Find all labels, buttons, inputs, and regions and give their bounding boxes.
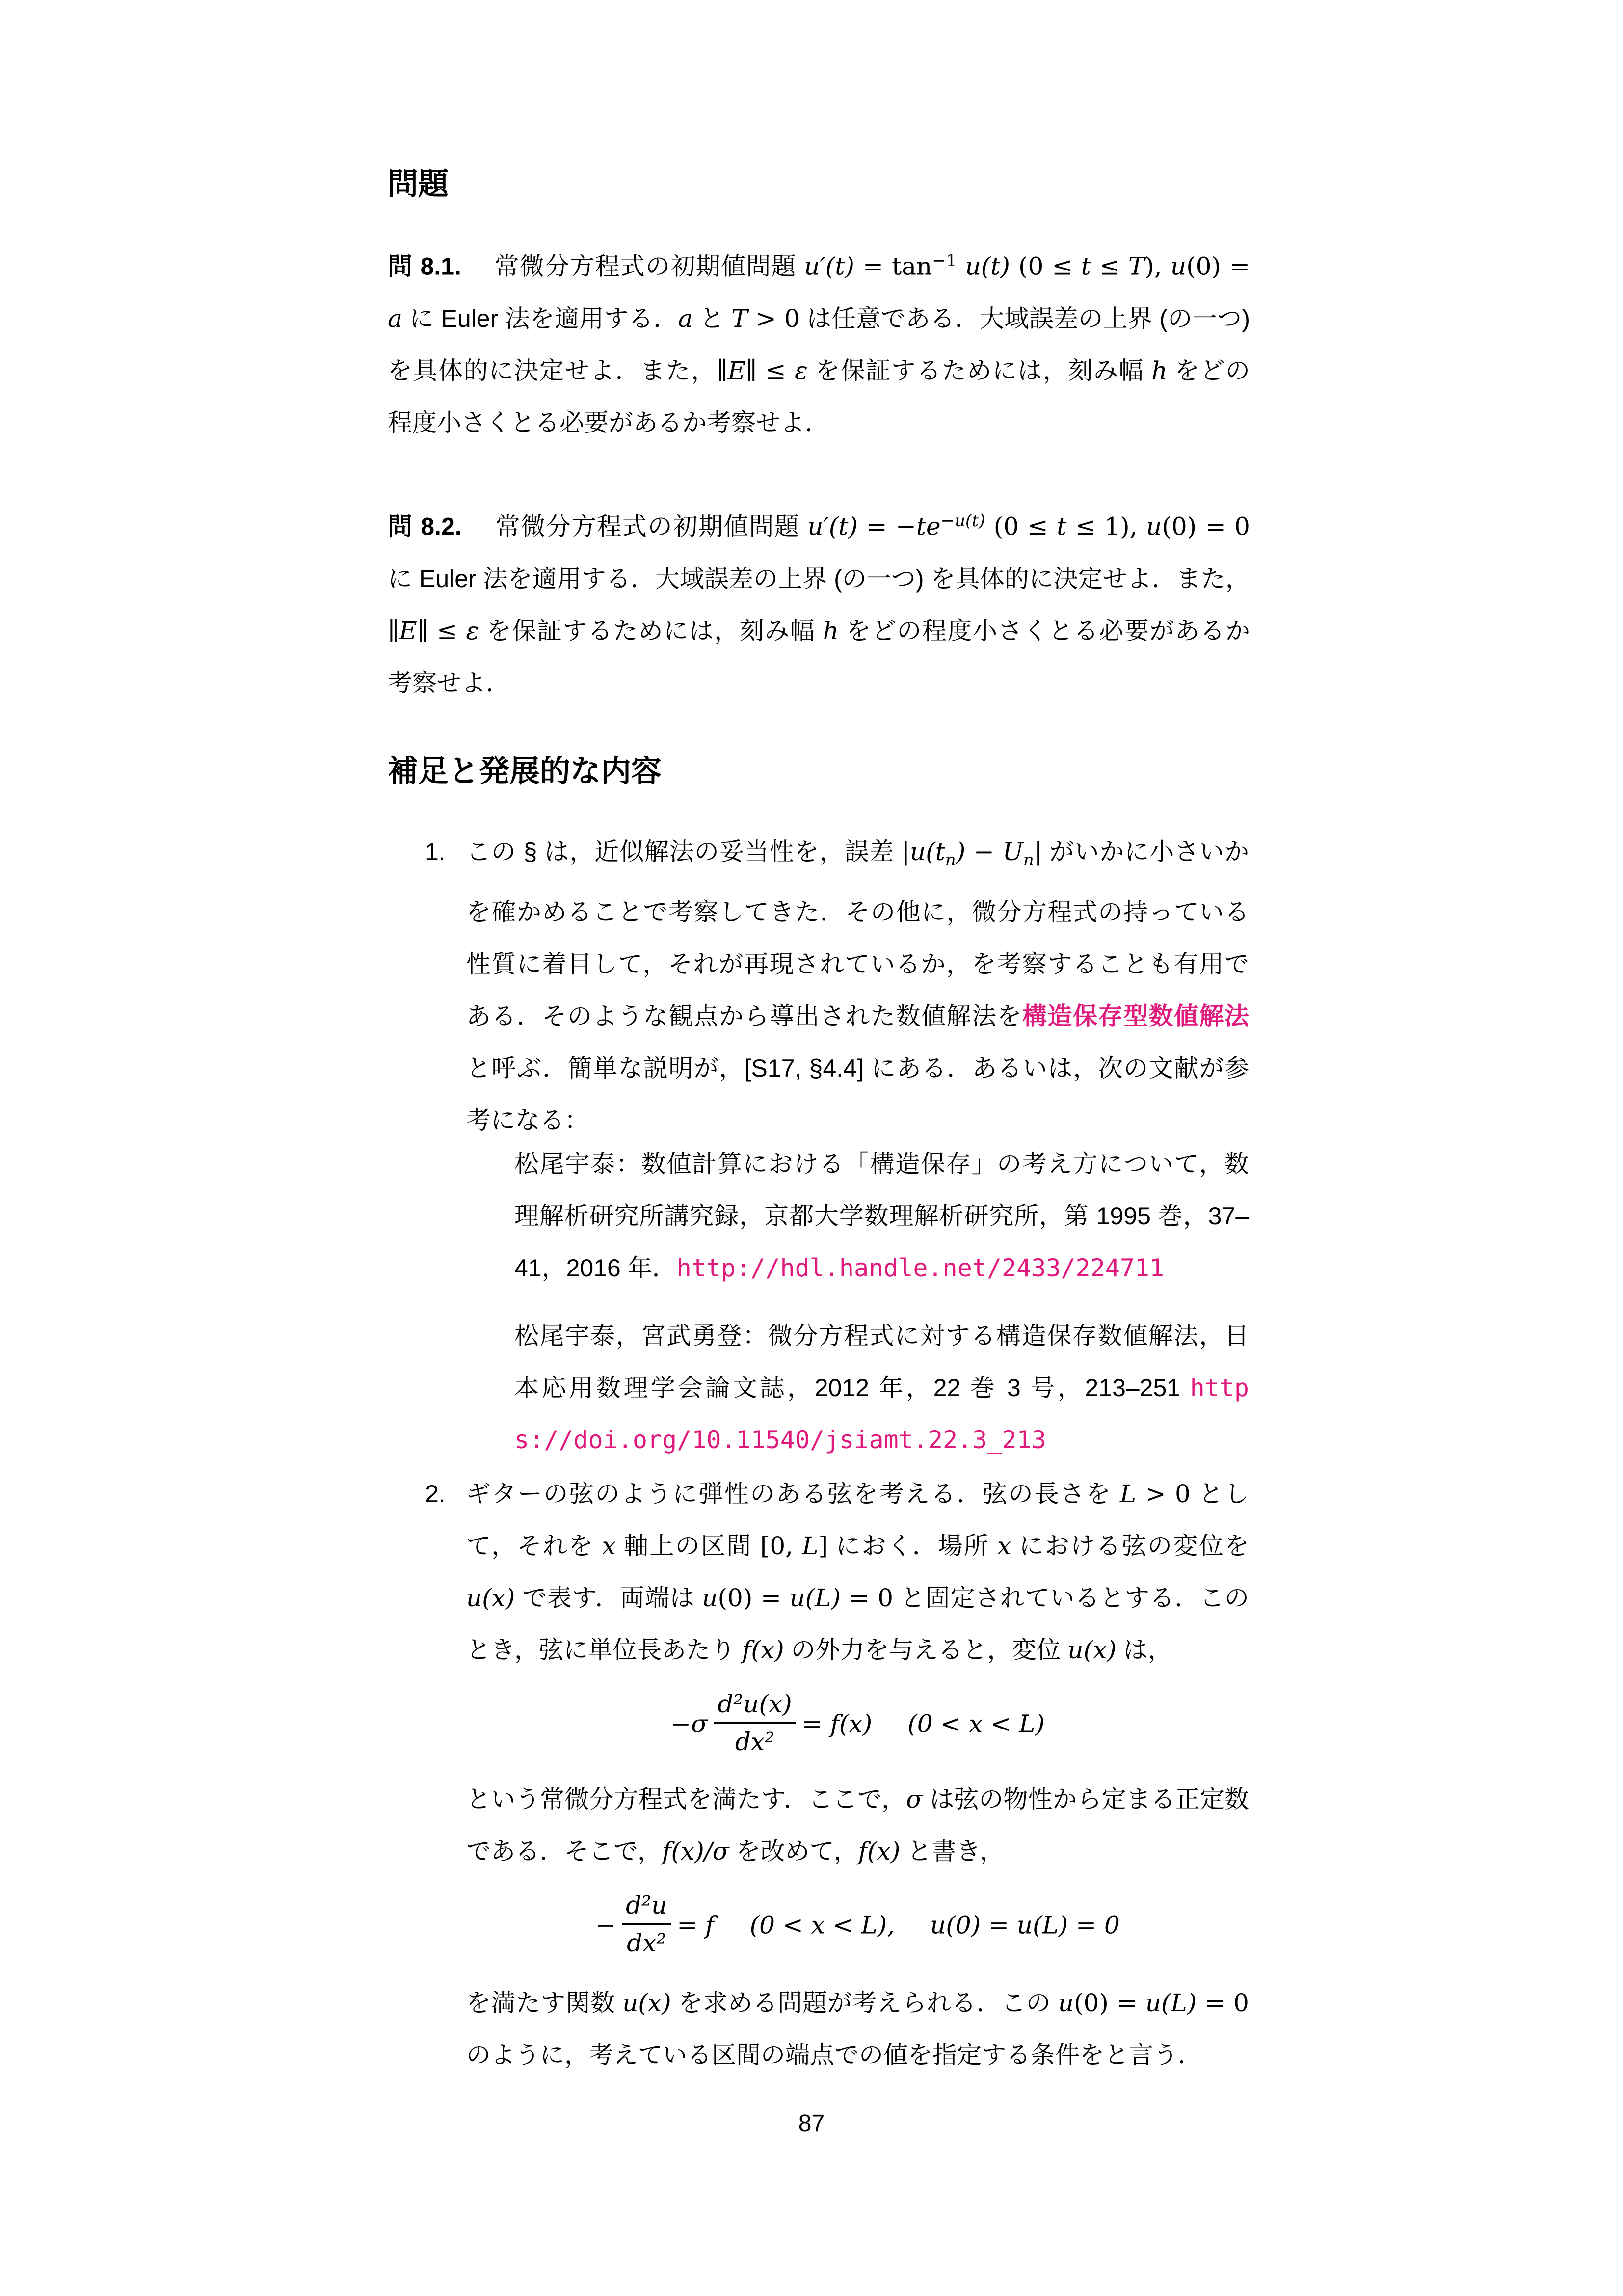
text-segment: E <box>399 616 417 645</box>
text-segment: > 0 <box>1136 1480 1191 1508</box>
text-segment: u(x) <box>1067 1636 1117 1664</box>
text-segment: における弦の変位を <box>1011 1532 1249 1560</box>
text-segment: は弦の物性から定まる正定数である．そこで， <box>466 1785 1249 1865</box>
text-segment: u <box>1146 512 1162 541</box>
text-segment: をどの程度小さくとる必要があるか考察せよ． <box>388 617 1250 697</box>
text-segment: (0 ≤ <box>1010 252 1081 281</box>
link[interactable]: http://hdl.handle.net/2433/224711 <box>676 1254 1165 1282</box>
text-segment: で表す．両端は <box>515 1584 702 1612</box>
equation-boundary-condition: u(0) = u(L) = 0 <box>930 1911 1120 1940</box>
equation-condition: (0 < x < L), <box>749 1911 895 1940</box>
problem-8-1-paragraph <box>388 235 1250 449</box>
text-segment: −u(t) <box>940 511 985 531</box>
fraction <box>714 1692 796 1754</box>
text-segment: t <box>1057 512 1067 541</box>
text-segment: x <box>602 1532 616 1560</box>
text-segment: ≤ <box>1091 252 1128 281</box>
text-segment: におく．場所 <box>827 1532 998 1560</box>
text-segment: と呼ぶ．簡単な説明が，[S17, §4.4] にある．あるいは，次の文献が参考になる： <box>466 1054 1249 1134</box>
text-segment: E <box>727 356 746 385</box>
section-heading-problems: 問題 <box>388 167 449 201</box>
text-segment: (0) = <box>1074 1989 1145 2017</box>
text-segment: x <box>997 1532 1011 1560</box>
list-item-2-marker: 2. <box>425 1480 446 1508</box>
text-segment: として，それを <box>466 1480 1249 1560</box>
text-segment: ギターの弦のように弾性のある弦を考える．弦の長さを <box>466 1480 1120 1508</box>
text-segment: u(L) <box>789 1584 841 1612</box>
text-segment: u(t) <box>957 252 1010 281</box>
page-number: 87 <box>798 2110 825 2136</box>
text-segment: 常微分方程式の初期値問題 <box>461 252 804 280</box>
text-segment: | <box>1034 837 1042 866</box>
text-segment: ] <box>818 1532 828 1560</box>
text-segment: この § は，近似解法の妥当性を，誤差 <box>466 838 902 865</box>
text-segment: (0) = <box>1186 252 1250 281</box>
fraction <box>622 1893 671 1955</box>
text-segment: と固定されているとする．このとき，弦に単位長あたり <box>466 1584 1249 1664</box>
list-item-1-marker: 1. <box>425 838 446 865</box>
text-segment: T <box>1128 252 1145 281</box>
section-heading-supplement: 補足と発展的な内容 <box>388 755 662 788</box>
text-segment: 松尾宇泰：数値計算における「構造保存」の考え方について，数理解析研究所講究録，京都大学数理解析研究所，第 1995 巻，37–41，2016 年． <box>514 1150 1249 1282</box>
text-segment: は任意である．大域誤差の上界 (の一つ) を具体的に決定せよ．また， <box>388 304 1250 384</box>
text-segment: n <box>945 850 956 870</box>
text-segment: f(x)/σ <box>662 1837 729 1865</box>
equation-lhs: − <box>595 1911 616 1940</box>
text-segment: te <box>916 512 941 541</box>
problem-8-2-paragraph <box>388 495 1250 709</box>
text-segment: T <box>731 304 748 333</box>
list-item-1 <box>466 826 1249 1146</box>
text-segment: をどの程度小さくとる必要があるか考察せよ． <box>388 356 1251 436</box>
text-segment: ∥ ≤ <box>745 356 795 385</box>
text-segment: = 0 <box>1197 1989 1249 2017</box>
text-segment: a <box>388 304 402 333</box>
text-segment: ∥ <box>716 356 728 385</box>
text-segment: u′(t) <box>804 252 854 281</box>
text-segment: ∥ <box>388 616 399 645</box>
text-segment: f(x) <box>858 1837 901 1865</box>
equation-lhs: −σ <box>670 1709 708 1738</box>
text-segment: L <box>1119 1480 1137 1508</box>
text-segment: f(x) <box>742 1636 784 1664</box>
text-segment: [0, <box>760 1532 802 1560</box>
text-segment: = tan <box>854 252 932 281</box>
text-segment: を保証するためには，刻み幅 <box>807 356 1152 384</box>
text-segment: と <box>692 304 732 332</box>
text-segment: u <box>1170 252 1187 281</box>
text-segment: を求める問題が考えられる．この <box>671 1989 1058 2017</box>
text-segment: = − <box>858 512 916 541</box>
text-segment: u(L) <box>1145 1989 1197 2017</box>
fraction-denominator: dx² <box>627 1929 666 1957</box>
equation-poisson-normalized <box>466 1891 1249 1958</box>
text-segment: n <box>1023 850 1034 870</box>
text-segment: h <box>823 616 839 645</box>
paragraph-boundary-condition <box>466 1977 1249 2081</box>
paragraph-ode-explanation <box>466 1773 1249 1877</box>
equation-poisson-with-sigma <box>466 1690 1249 1757</box>
text-segment: a <box>678 304 693 333</box>
text-segment: と書き， <box>900 1837 1005 1865</box>
text-segment: (0) = <box>718 1584 790 1612</box>
text-segment: ε <box>466 616 479 645</box>
text-segment: 松尾宇泰，宮武勇登：微分方程式に対する構造保存数値解法，日本応用数理学会論文誌，2012 年，22 巻 3 号，213–251 <box>514 1322 1249 1402</box>
text-segment: 問 8.2. <box>388 513 462 540</box>
fraction-numerator: d²u(x) <box>714 1692 796 1724</box>
text-segment: −1 <box>932 251 957 270</box>
equation-rhs: = f <box>677 1911 715 1940</box>
text-segment: = 0 <box>841 1584 894 1612</box>
text-segment: L <box>802 1532 819 1560</box>
text-segment: ≤ 1), <box>1066 512 1146 541</box>
text-segment: u <box>702 1584 718 1612</box>
text-segment: u(x) <box>466 1584 515 1612</box>
text-segment: 軸上の区間 <box>615 1532 760 1560</box>
text-segment: u <box>1058 1989 1074 2017</box>
reference-1 <box>514 1138 1249 1294</box>
text-segment: を改めて， <box>729 1837 858 1865</box>
text-segment: u′(t) <box>807 512 858 541</box>
text-segment: のように，考えている区間の端点での値を指定する条件をと言う． <box>466 2041 1202 2069</box>
text-segment: > 0 <box>747 304 800 333</box>
text-segment: ), <box>1144 252 1171 281</box>
text-segment: h <box>1151 356 1168 385</box>
text-segment: u(x) <box>622 1989 671 2017</box>
text-segment: 問 8.1. <box>388 252 461 280</box>
text-segment: という常微分方程式を満たす．ここで， <box>466 1785 906 1813</box>
text-segment: t <box>1081 252 1091 281</box>
highlighted-term: 構造保存型数値解法 <box>1022 1002 1249 1030</box>
link[interactable]: https://doi.org/10.11540/jsiamt.22.3_213 <box>514 1374 1249 1454</box>
text-segment: がいかに小さいかを確かめることで考察してきた．その他に，微分方程式の持っている性質に着目して，それが再現されているか，を考察することも有用である．そのような観点から導出された数値解法を <box>466 838 1249 1030</box>
text-segment: を保証するためには，刻み幅 <box>479 617 823 645</box>
text-segment: ε <box>795 356 808 385</box>
text-segment: は， <box>1116 1636 1172 1664</box>
equation-condition: (0 < x < L) <box>907 1709 1045 1738</box>
fraction-denominator: dx² <box>735 1728 775 1756</box>
text-segment: 常微分方程式の初期値問題 <box>461 513 808 540</box>
text-segment: の外力を与えると，変位 <box>784 1636 1068 1664</box>
fraction-numerator: d²u <box>622 1893 671 1925</box>
text-segment: (0) = 0 <box>1162 512 1250 541</box>
list-item-2 <box>466 1468 1249 1676</box>
text-segment: ) − U <box>956 837 1023 866</box>
text-segment: を満たす関数 <box>466 1989 623 2017</box>
text-segment: |u(t <box>902 837 945 866</box>
text-segment: ∥ ≤ <box>417 616 466 645</box>
text-segment: (0 ≤ <box>985 512 1057 541</box>
text-segment: σ <box>906 1785 923 1813</box>
text-segment: に Euler 法を適用する．大域誤差の上界 (の一つ) を具体的に決定せよ．また， <box>388 565 1250 593</box>
reference-2 <box>514 1310 1249 1466</box>
text-segment: に Euler 法を適用する． <box>402 304 678 332</box>
equation-rhs: = f(x) <box>801 1709 873 1738</box>
